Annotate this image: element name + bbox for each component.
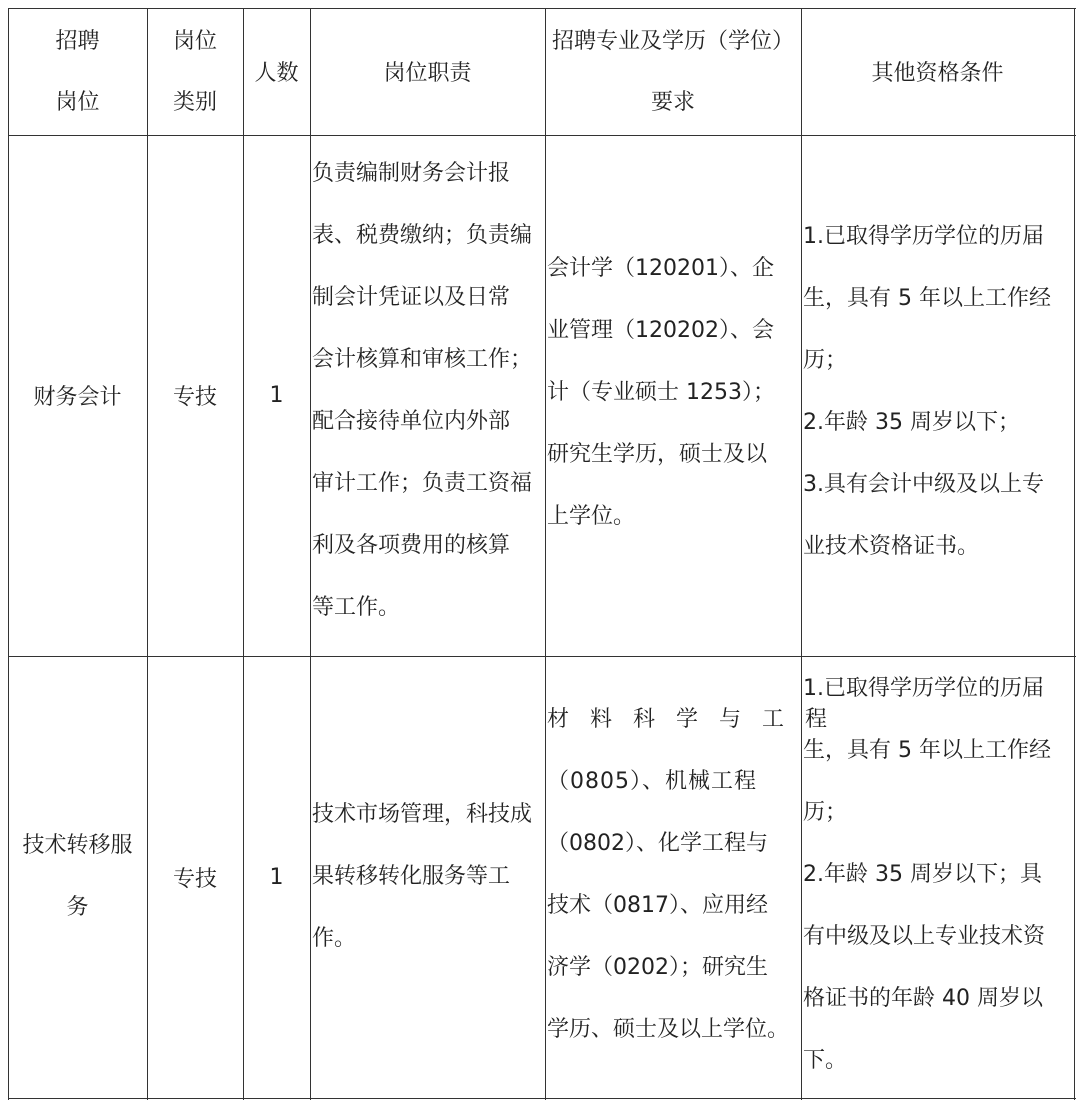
row1-position-text: 财务会计 [33, 385, 122, 410]
row2-position-line2: 务 [66, 895, 89, 920]
recruitment-table [8, 8, 1076, 1100]
row2-count [243, 656, 310, 1098]
row2-major-line: 技术（0817）、应用经 [547, 893, 768, 918]
row2-duties-line: 作。 [312, 926, 357, 951]
header-major [545, 8, 801, 135]
header-position-line2: 岗位 [55, 89, 100, 115]
row2-other-line: 历； [803, 800, 848, 825]
row1-count [243, 135, 310, 656]
row1-count-text: 1 [269, 383, 284, 408]
row1-major-line: 计（专业硕士 1253）； [547, 380, 775, 405]
header-other-label: 其他资格条件 [871, 61, 1004, 86]
row2-major-line: 学历、硕士及以上学位。 [547, 1017, 790, 1042]
row1-other-line: 业技术资格证书。 [803, 534, 980, 559]
row2-other-line: 1.已取得学历学位的历届 [803, 676, 1044, 701]
row1-duties-line: 审计工作；负责工资福 [312, 471, 533, 496]
header-count-label: 人数 [254, 61, 299, 86]
row2-category [147, 656, 243, 1098]
header-duties [310, 8, 545, 135]
header-category-line2: 类别 [172, 89, 217, 115]
header-category-line1: 岗位 [172, 28, 217, 54]
header-other [801, 8, 1074, 135]
row2-other [803, 658, 1074, 1092]
row1-other-line: 生，具有 5 年以上工作经 [803, 286, 1051, 311]
row2-other-line: 有中级及以上专业技术资 [803, 924, 1046, 949]
row1-duties-line: 等工作。 [312, 595, 401, 620]
row2-other-line: 下。 [803, 1048, 848, 1073]
row1-duties [312, 143, 545, 639]
header-count [243, 8, 310, 135]
header-duties-label: 岗位职责 [383, 61, 472, 86]
row1-major-line: 上学位。 [547, 504, 636, 529]
row1-duties-line: 负责编制财务会计报 [312, 161, 511, 186]
row1-major-line: 研究生学历，硕士及以 [547, 442, 768, 467]
row1-other [803, 206, 1074, 578]
row1-duties-line: 表、税费缴纳；负责编 [312, 223, 533, 248]
row1-major-line: 业管理（120202）、会 [547, 318, 774, 343]
row2-count-text: 1 [269, 864, 284, 890]
header-major-line2: 要求 [650, 89, 695, 115]
row2-major-line: 材 料 科 学 与 工 程 [547, 707, 834, 732]
row1-other-line: 2.年龄 35 周岁以下； [803, 410, 1020, 435]
column-divider [545, 8, 546, 1100]
column-divider [801, 8, 802, 1100]
table-border-bottom [8, 1098, 1076, 1099]
header-category [147, 8, 243, 135]
row2-major-line: （0802）、化学工程与 [547, 831, 768, 856]
row2-major-line: 济学（0202）；研究生 [547, 955, 768, 980]
row2-other-line: 格证书的年龄 40 周岁以 [803, 986, 1043, 1011]
row1-major [547, 238, 801, 548]
row1-duties-line: 利及各项费用的核算 [312, 533, 511, 558]
row1-other-line: 3.具有会计中级及以上专 [803, 472, 1044, 497]
header-position-line1: 招聘 [55, 28, 100, 54]
row2-category-text: 专技 [172, 866, 217, 892]
row2-position-line1: 技术转移服 [22, 833, 133, 858]
column-divider [310, 8, 311, 1100]
header-position [8, 8, 147, 135]
row1-category-text: 专技 [172, 385, 217, 410]
row1-duties-line: 制会计凭证以及日常 [312, 285, 511, 310]
row1-duties-line: 配合接待单位内外部 [312, 409, 511, 434]
row2-other-line: 生，具有 5 年以上工作经 [803, 738, 1051, 763]
row2-duties-line: 果转移转化服务等工 [312, 864, 511, 889]
row1-major-line: 会计学（120201）、企 [547, 256, 774, 281]
row1-category [147, 135, 243, 656]
row1-other-line: 历； [803, 348, 848, 373]
row2-other-line: 2.年龄 35 周岁以下；具 [803, 862, 1042, 887]
row2-position [8, 656, 147, 1098]
row1-duties-line: 会计核算和审核工作； [312, 347, 533, 372]
row1-position [8, 135, 147, 656]
row1-other-line: 1.已取得学历学位的历届 [803, 224, 1044, 249]
header-major-line1: 招聘专业及学历（学位） [551, 28, 794, 54]
row2-duties-line: 技术市场管理，科技成 [312, 802, 533, 827]
row2-major [547, 689, 834, 1061]
row2-duties [312, 784, 545, 970]
table-border-right [1074, 8, 1075, 1100]
row2-major-line: （0805）、机械工程 [547, 769, 757, 794]
